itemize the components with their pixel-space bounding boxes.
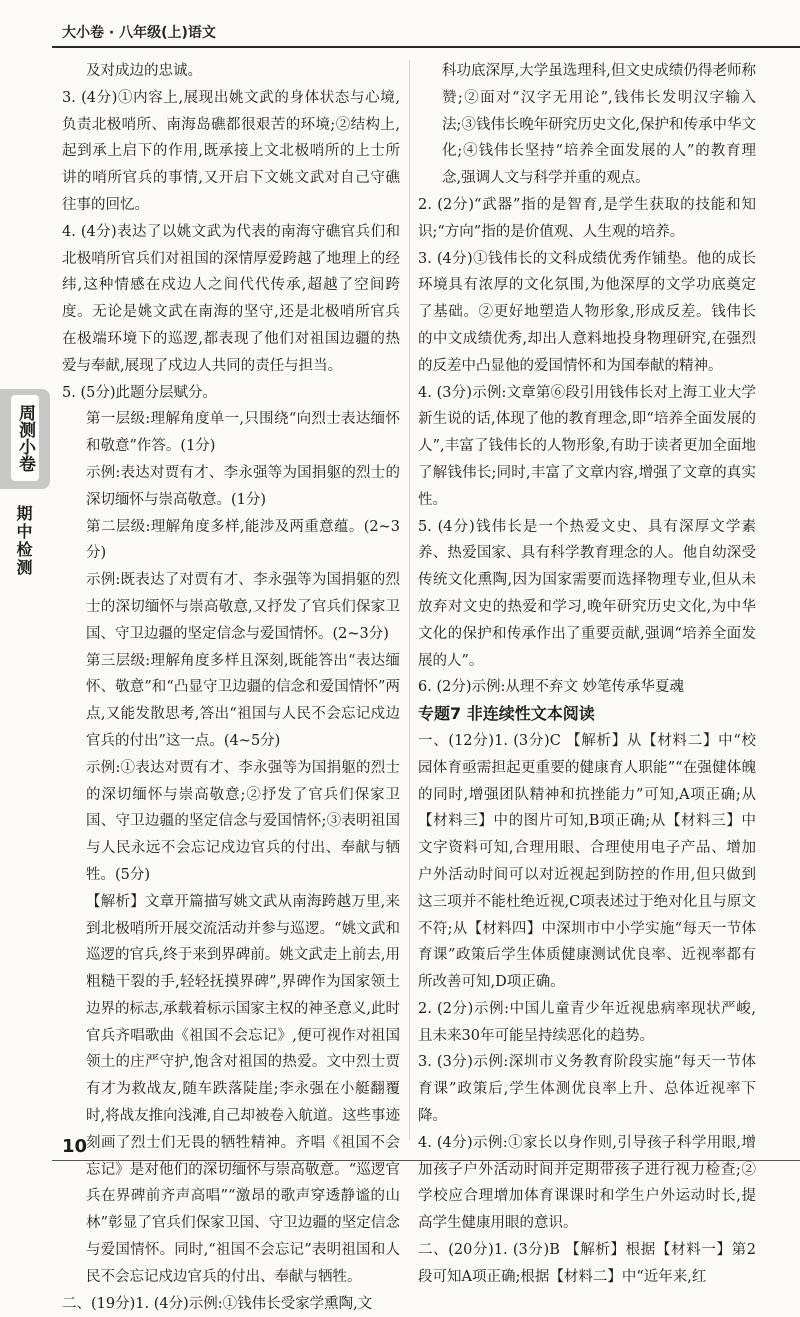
right-paragraph: 6. (2分)示例:从理不弃文 妙笔传承华夏魂	[418, 679, 684, 696]
book-title: 大小卷 · 八年级(上)语文	[62, 25, 216, 41]
page-header	[0, 0, 800, 56]
footer-divider	[52, 1160, 800, 1161]
left-paragraph: 示例:表达对贾有才、李永强等为国捐躯的烈士的深切缅怀与崇高敬意。(1分)	[86, 464, 400, 508]
left-column	[62, 58, 400, 1317]
right-paragraph: 3. (4分)①钱伟长的文科成绩优秀作铺垫。他的成长环境具有浓厚的文化氛围,为他深厚的文学功底奠定了基础。②更好地塑造人物形象,形成反差。钱伟长的中文成绩优秀,却出人意料地投身物理研究,在强烈的反差中凸显他的爱国情怀和为国奉献的精神。	[418, 250, 756, 374]
left-paragraph: 示例:①表达对贾有才、李永强等为国捐躯的烈士的深切缅怀与崇高敬意;②抒发了官兵们保家卫国、守卫边疆的坚定信念与爱国情怀;③表明祖国与人民永远不会忘记戍边官兵的付出、奉献与牺牲。(5分)	[86, 759, 400, 883]
page-number: 10	[62, 1136, 88, 1157]
left-paragraph: 4. (4分)表达了以姚文武为代表的南海守礁官兵们和北极哨所官兵们对祖国的深情厚爱跨越了地理上的经纬,这种情感在戍边人之间代代传承,超越了空间跨度。无论是姚文武在南海的坚守,还是北极哨所官兵在极端环境下的巡逻,都表现了他们对祖国边疆的热爱与奉献,展现了戍边人共同的责任与担当。	[62, 223, 400, 374]
left-paragraph: 第二层级:理解角度多样,能涉及两重意蕴。(2~3分)	[86, 518, 400, 562]
left-paragraph: 【解析】文章开篇描写姚文武从南海跨越万里,来到北极哨所开展交流活动并参与巡逻。“姚文武和巡逻的官兵,终于来到界碑前。姚文武走上前去,用粗糙干裂的手,轻轻抚摸界碑”,界碑作为国家领土边界的标志,承载着标示国家主权的神圣意义,此时官兵齐唱歌曲《祖国不会忘记》,便可视作对祖国领土的庄严守护,饱含对祖国的热爱。文中烈士贾有才为救战友,随车跌落陡崖;李永强在小艇翻覆时,将战友推向浅滩,自己却被卷入航道。这些事迹刻画了烈士们无畏的牺牲精神。齐唱《祖国不会忘记》是对他们的深切缅怀与崇高敬意。“巡逻官兵在界碑前齐声高唱”“激昂的歌声穿透静谧的山林”彰显了官兵们保家卫国、守卫边疆的坚定信念与爱国情怀。同时,“祖国不会忘记”表明祖国和人民不会忘记戍边官兵的付出、奉献与牺牲。	[86, 893, 400, 1285]
section-tab	[0, 495, 50, 655]
left-paragraph: 二、(19分)1. (4分)示例:①钱伟长受家学熏陶,文	[62, 1295, 373, 1312]
right-paragraph: 2. (2分)示例:中国儿童青少年近视患病率现状严峻,且未来30年可能呈持续恶化的趋势。	[418, 1000, 756, 1044]
column-divider	[409, 60, 410, 1140]
right-paragraph: 2. (2分)“武器”指的是智育,是学生获取的技能和知识;“方向”指的是价值观、人生观的培养。	[418, 196, 756, 240]
right-paragraph: 3. (3分)示例:深圳市义务教育阶段实施“每天一节体育课”政策后,学生体测优良率上升、总体近视率下降。	[418, 1054, 756, 1125]
right-paragraph: 一、(12分)1. (3分)C 【解析】从【材料二】中“校园体育亟需担起更重要的健康育人职能”“在强健体魄的同时,增强团队精神和抗挫能力”可知,A项正确;从【材料三】中的图片可知,B项正确;从【材料三】中文字资料可知,合理用眼、合理使用电子产品、增加户外活动时间可以对近视起到防控的作用,但只做到这三项并不能杜绝近视,C项表述过于绝对化且与原文不符;从【材料四】中深圳市中小学实施“每天一节体育课”政策后学生体质健康测试优良率、近视率都有所改善可知,D项正确。	[418, 732, 756, 991]
right-column	[418, 58, 756, 1291]
left-paragraph: 及对成边的忠诚。	[86, 63, 202, 79]
left-paragraph: 示例:既表达了对贾有才、李永强等为国捐躯的烈士的深切缅怀与崇高敬意,又抒发了官兵们保家卫国、守卫边疆的坚定信念与爱国情怀。(2~3分)	[86, 572, 400, 642]
section-tab-label: 期中检测	[14, 505, 33, 577]
right-paragraph: 4. (3分)示例:文章第⑥段引用钱伟长对上海工业大学新生说的话,体现了他的教育理念,即“培养全面发展的人”,丰富了钱伟长的人物形象,有助于读者更加全面地了解钱伟长;同时,丰富了文章内容,增强了文章的真实性。	[418, 384, 756, 508]
right-paragraph: 5. (4分)钱伟长是一个热爱文史、具有深厚文学素养、热爱国家、具有科学教育理念的人。他自幼深受传统文化熏陶,因为国家需要而选择物理专业,但从未放弃对文史的热爱和学习,晚年研究历史文化,为中华文化的保护和传承作出了重要贡献,强调“培养全面发展的人”。	[418, 518, 756, 669]
section-title: 专题7 非连续性文本阅读	[418, 704, 595, 724]
series-tab-label: 周测小卷	[11, 395, 39, 481]
left-paragraph: 5. (5分)此题分层赋分。	[62, 384, 217, 401]
left-paragraph: 第三层级:理解角度多样且深刻,既能答出“表达缅怀、敬意”和“凸显守卫边疆的信念和爱国情怀”两点,又能发散思考,答出“祖国与人民不会忘记戍边官兵的付出”这一点。(4~5分)	[86, 652, 400, 749]
left-paragraph: 第一层级:理解角度单一,只围绕“向烈士表达缅怀和敬意”作答。(1分)	[86, 411, 400, 455]
right-paragraph: 科功底深厚,大学虽选理科,但文史成绩仍得老师称赞;②面对“汉字无用论”,钱伟长发明汉字输入法;③钱伟长晚年研究历史文化,保护和传承中华文化;④钱伟长坚持“培养全面发展的人”的教育理念,强调人文与科学并重的观点。	[442, 63, 756, 187]
right-paragraph: 二、(20分)1. (3分)B 【解析】根据【材料一】第2段可知A项正确;根据【材料二】中“近年来,红	[418, 1242, 756, 1285]
header-divider	[52, 46, 800, 48]
series-tab	[0, 389, 50, 489]
right-paragraph: 4. (4分)示例:①家长以身作则,引导孩子科学用眼,增加孩子户外活动时间并定期带孩子进行视力检查;②学校应合理增加体育课课时和学生户外运动时长,提高学生健康用眼的意识。	[418, 1134, 756, 1232]
left-paragraph: 3. (4分)①内容上,展现出姚文武的身体状态与心境,负责北极哨所、南海岛礁都很艰苦的环境;②结构上,起到承上启下的作用,既承接上文北极哨所的上士所讲的哨所官兵的事情,又开启下文姚文武对自己守礁往事的回忆。	[62, 89, 400, 213]
